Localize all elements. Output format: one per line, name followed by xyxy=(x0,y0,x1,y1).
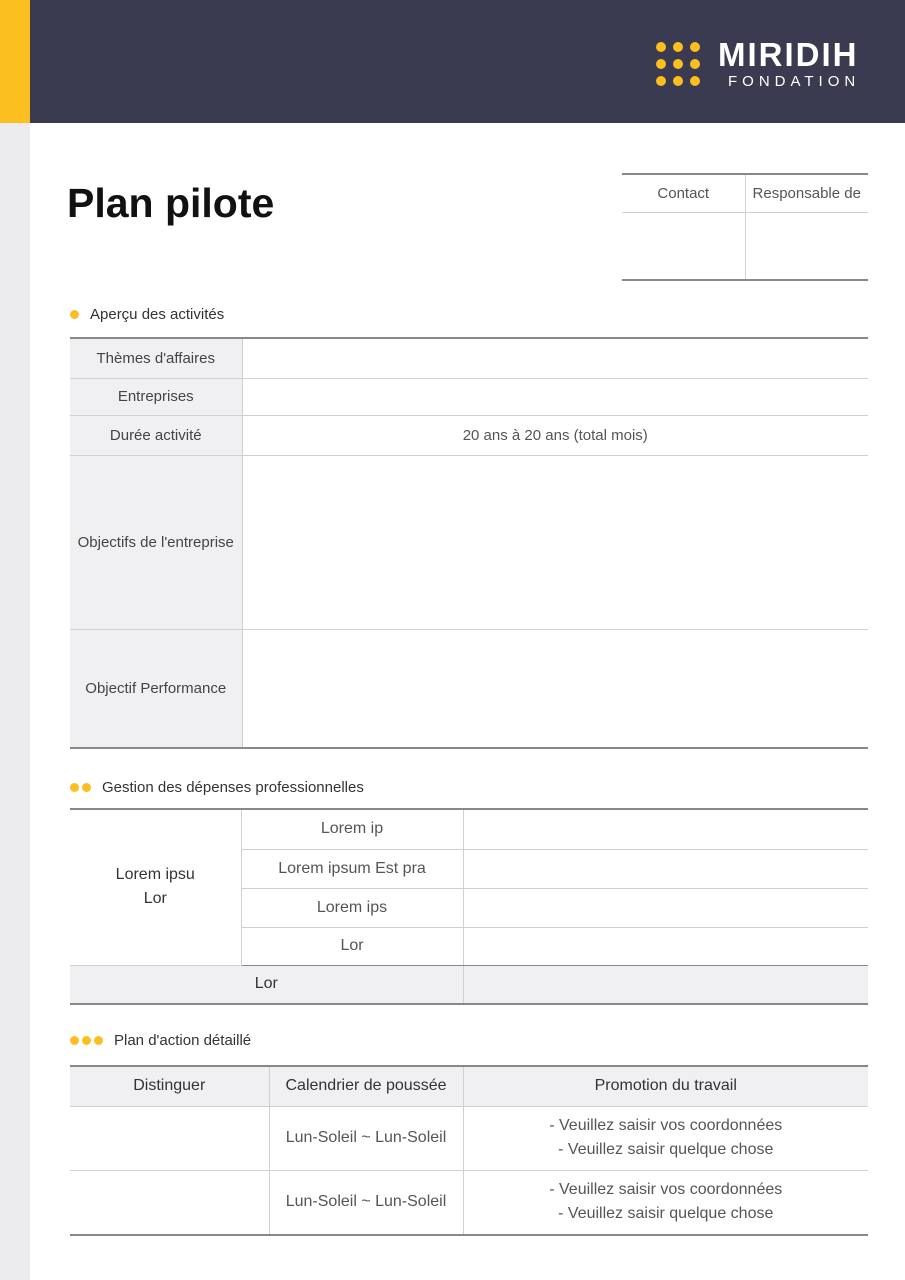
row-value[interactable]: 20 ans à 20 ans (total mois) xyxy=(242,415,868,455)
total-value[interactable] xyxy=(463,965,868,1004)
promotion-line: - Veuillez saisir quelque chose xyxy=(558,1205,774,1223)
sub-row-label: Lor xyxy=(241,927,463,965)
responsible-field[interactable] xyxy=(745,212,868,280)
row-label: Thèmes d'affaires xyxy=(70,338,242,378)
row-value[interactable] xyxy=(242,338,868,378)
section-heading: Aperçu des activités xyxy=(70,306,224,323)
brand-subtitle: FONDATION xyxy=(728,73,861,90)
page-title: Plan pilote xyxy=(67,180,275,226)
bullet-icon xyxy=(70,310,79,319)
section-heading: Plan d'action détaillé xyxy=(70,1032,251,1049)
action-plan-table xyxy=(70,1065,868,1236)
row-label: Objectifs de l'entreprise xyxy=(70,455,242,629)
sub-row-label: Lorem ipsum Est pra xyxy=(241,849,463,888)
contact-header: Contact xyxy=(622,174,745,212)
row-value[interactable] xyxy=(242,455,868,629)
bullet-icon xyxy=(94,1036,103,1045)
column-header: Distinguer xyxy=(70,1066,269,1106)
row-value[interactable] xyxy=(463,888,868,927)
schedule-cell: Lun-Soleil ~ Lun-Soleil xyxy=(269,1170,463,1235)
row-value[interactable] xyxy=(463,849,868,888)
accent-strip xyxy=(0,0,30,123)
row-label: Objectif Performance xyxy=(70,629,242,748)
bullet-icon xyxy=(82,1036,91,1045)
column-header: Promotion du travail xyxy=(463,1066,868,1106)
row-value[interactable] xyxy=(463,809,868,849)
promotion-cell xyxy=(463,1170,868,1235)
promotion-line: - Veuillez saisir vos coordonnées xyxy=(549,1181,783,1199)
schedule-cell: Lun-Soleil ~ Lun-Soleil xyxy=(269,1106,463,1170)
row-value[interactable] xyxy=(242,629,868,748)
responsible-header: Responsable de xyxy=(745,174,868,212)
row-value[interactable] xyxy=(463,927,868,965)
bullet-icon xyxy=(70,1036,79,1045)
brand-name: MIRIDIH xyxy=(718,36,859,73)
contact-table xyxy=(622,173,868,281)
promotion-cell xyxy=(463,1106,868,1170)
side-strip xyxy=(0,123,30,1280)
row-value[interactable] xyxy=(242,378,868,415)
column-header: Calendrier de poussée xyxy=(269,1066,463,1106)
group-label: Lorem ipsu Lor xyxy=(70,809,241,965)
activity-overview-table xyxy=(70,337,868,749)
sub-row-label: Lorem ips xyxy=(241,888,463,927)
row-label: Entreprises xyxy=(70,378,242,415)
promotion-line: - Veuillez saisir quelque chose xyxy=(558,1141,774,1158)
section-heading: Gestion des dépenses professionnelles xyxy=(70,779,364,796)
bullet-icon xyxy=(82,783,91,792)
bullet-icon xyxy=(70,783,79,792)
promotion-line: - Veuillez saisir vos coordonnées xyxy=(549,1117,783,1134)
total-label: Lor xyxy=(70,965,463,1004)
row-label: Durée activité xyxy=(70,415,242,455)
logo-dots-icon xyxy=(656,42,700,86)
row-cell[interactable] xyxy=(70,1170,269,1235)
row-cell[interactable] xyxy=(70,1106,269,1170)
contact-field[interactable] xyxy=(622,212,745,280)
expenses-table xyxy=(70,808,868,1005)
sub-row-label: Lorem ip xyxy=(241,809,463,849)
